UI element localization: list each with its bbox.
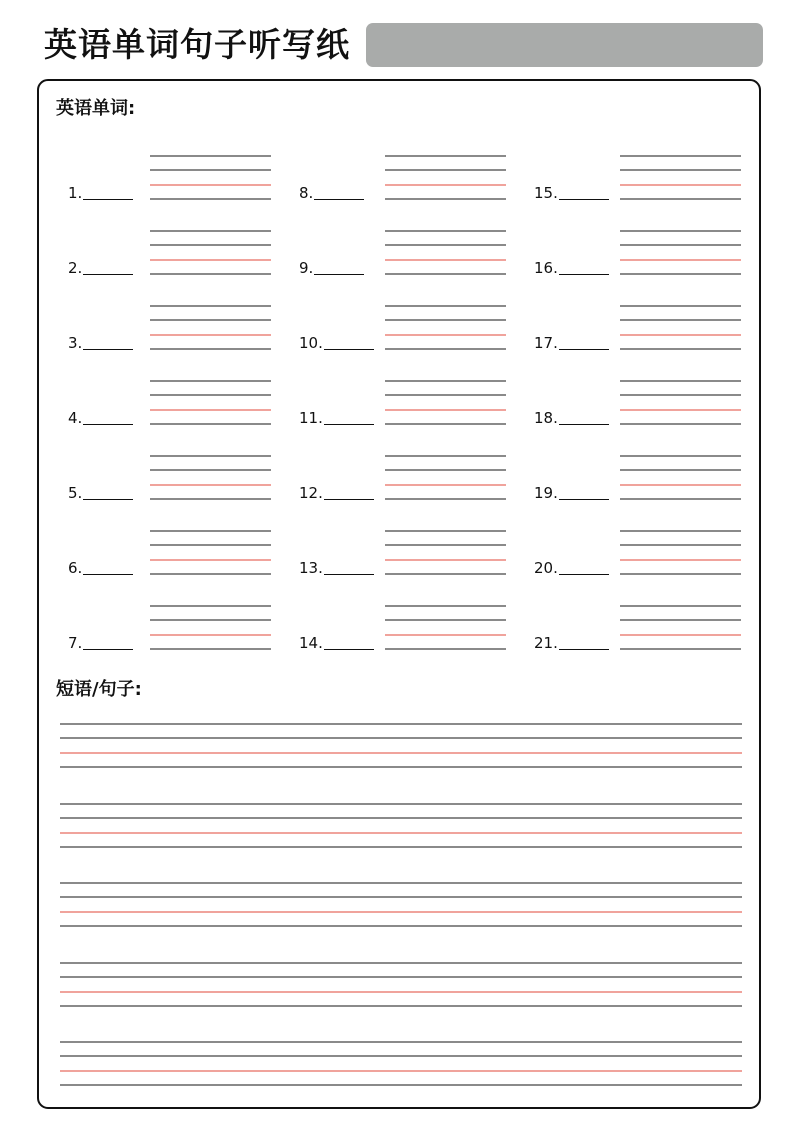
word-blank-line[interactable]: [324, 499, 374, 500]
word-blank-line[interactable]: [83, 349, 133, 350]
word-item: [299, 400, 369, 427]
word-blank-line[interactable]: [559, 274, 609, 275]
word-writing-guide[interactable]: [385, 155, 506, 201]
red-guide-line: [150, 559, 271, 561]
grey-guide-line: [60, 1055, 742, 1057]
grey-guide-line: [620, 380, 741, 382]
word-writing-guide[interactable]: [620, 455, 741, 501]
word-number: 16.: [534, 259, 558, 277]
grey-guide-line: [620, 169, 741, 171]
word-writing-guide[interactable]: [620, 530, 741, 576]
red-guide-line: [385, 409, 506, 411]
word-blank-line[interactable]: [83, 574, 133, 575]
red-guide-line: [60, 1070, 742, 1072]
grey-guide-line: [620, 155, 741, 157]
grey-guide-line: [150, 155, 271, 157]
word-item: [68, 175, 138, 202]
grey-guide-line: [150, 198, 271, 200]
grey-guide-line: [150, 230, 271, 232]
grey-guide-line: [150, 169, 271, 171]
word-writing-guide[interactable]: [385, 230, 506, 276]
red-guide-line: [150, 184, 271, 186]
grey-guide-line: [60, 766, 742, 768]
word-number: 10.: [299, 334, 323, 352]
grey-guide-line: [385, 530, 506, 532]
word-blank-line[interactable]: [324, 349, 374, 350]
word-writing-guide[interactable]: [620, 605, 741, 651]
red-guide-line: [385, 559, 506, 561]
words-section-label: 英语单词:: [56, 98, 136, 119]
grey-guide-line: [620, 244, 741, 246]
word-number: 9.: [299, 259, 314, 277]
phrases-section-label: 短语/句子:: [56, 679, 142, 700]
grey-guide-line: [620, 423, 741, 425]
grey-guide-line: [60, 737, 742, 739]
grey-guide-line: [385, 619, 506, 621]
word-blank-line[interactable]: [559, 574, 609, 575]
grey-guide-line: [385, 455, 506, 457]
grey-guide-line: [620, 648, 741, 650]
word-writing-guide[interactable]: [150, 305, 271, 351]
grey-guide-line: [385, 573, 506, 575]
word-number: 2.: [68, 259, 83, 277]
red-guide-line: [60, 752, 742, 754]
word-number: 1.: [68, 184, 83, 202]
word-item: [68, 550, 138, 577]
word-number: 19.: [534, 484, 558, 502]
grey-guide-line: [385, 198, 506, 200]
grey-guide-line: [150, 423, 271, 425]
word-item: [68, 325, 138, 352]
grey-guide-line: [60, 896, 742, 898]
word-writing-guide[interactable]: [620, 230, 741, 276]
word-item: [534, 250, 604, 277]
grey-guide-line: [60, 962, 742, 964]
red-guide-line: [620, 259, 741, 261]
word-item: [299, 325, 369, 352]
grey-guide-line: [385, 423, 506, 425]
word-blank-line[interactable]: [83, 424, 133, 425]
grey-guide-line: [60, 723, 742, 725]
grey-guide-line: [150, 530, 271, 532]
word-blank-line[interactable]: [559, 499, 609, 500]
grey-guide-line: [620, 605, 741, 607]
phrase-writing-guide[interactable]: [60, 723, 742, 769]
word-writing-guide[interactable]: [385, 455, 506, 501]
phrase-writing-guide[interactable]: [60, 1041, 742, 1087]
red-guide-line: [385, 259, 506, 261]
grey-guide-line: [620, 230, 741, 232]
grey-guide-line: [385, 394, 506, 396]
title-bar-decoration: [366, 23, 763, 67]
word-blank-line[interactable]: [83, 199, 133, 200]
word-writing-guide[interactable]: [620, 380, 741, 426]
grey-guide-line: [60, 976, 742, 978]
red-guide-line: [60, 911, 742, 913]
red-guide-line: [150, 334, 271, 336]
word-writing-guide[interactable]: [150, 455, 271, 501]
word-number: 14.: [299, 634, 323, 652]
word-blank-line[interactable]: [324, 574, 374, 575]
grey-guide-line: [385, 348, 506, 350]
word-writing-guide[interactable]: [150, 380, 271, 426]
word-number: 21.: [534, 634, 558, 652]
grey-guide-line: [385, 319, 506, 321]
word-number: 12.: [299, 484, 323, 502]
red-guide-line: [150, 259, 271, 261]
grey-guide-line: [60, 817, 742, 819]
word-item: [68, 250, 138, 277]
grey-guide-line: [620, 530, 741, 532]
grey-guide-line: [385, 544, 506, 546]
word-blank-line[interactable]: [314, 274, 364, 275]
page-title: 英语单词句子听写纸: [44, 25, 350, 64]
word-writing-guide[interactable]: [150, 530, 271, 576]
red-guide-line: [150, 409, 271, 411]
word-number: 17.: [534, 334, 558, 352]
grey-guide-line: [385, 155, 506, 157]
red-guide-line: [385, 334, 506, 336]
phrase-writing-guide[interactable]: [60, 962, 742, 1008]
red-guide-line: [620, 184, 741, 186]
grey-guide-line: [150, 394, 271, 396]
word-writing-guide[interactable]: [150, 605, 271, 651]
grey-guide-line: [150, 244, 271, 246]
grey-guide-line: [620, 273, 741, 275]
grey-guide-line: [385, 244, 506, 246]
grey-guide-line: [620, 619, 741, 621]
grey-guide-line: [620, 498, 741, 500]
word-item: [299, 250, 369, 277]
grey-guide-line: [385, 469, 506, 471]
word-item: [534, 550, 604, 577]
word-writing-guide[interactable]: [385, 530, 506, 576]
grey-guide-line: [60, 1084, 742, 1086]
word-writing-guide[interactable]: [385, 380, 506, 426]
grey-guide-line: [620, 455, 741, 457]
word-number: 7.: [68, 634, 83, 652]
word-blank-line[interactable]: [83, 499, 133, 500]
grey-guide-line: [385, 230, 506, 232]
word-number: 20.: [534, 559, 558, 577]
word-writing-guide[interactable]: [620, 155, 741, 201]
word-blank-line[interactable]: [83, 649, 133, 650]
word-blank-line[interactable]: [324, 424, 374, 425]
grey-guide-line: [150, 619, 271, 621]
word-item: [534, 175, 604, 202]
grey-guide-line: [620, 319, 741, 321]
red-guide-line: [150, 484, 271, 486]
phrase-writing-guide[interactable]: [60, 882, 742, 928]
grey-guide-line: [620, 469, 741, 471]
word-number: 8.: [299, 184, 314, 202]
word-number: 11.: [299, 409, 323, 427]
word-item: [299, 475, 369, 502]
word-item: [68, 625, 138, 652]
word-item: [534, 475, 604, 502]
word-blank-line[interactable]: [559, 349, 609, 350]
word-blank-line[interactable]: [314, 199, 364, 200]
grey-guide-line: [150, 380, 271, 382]
word-writing-guide[interactable]: [150, 230, 271, 276]
grey-guide-line: [60, 846, 742, 848]
word-writing-guide[interactable]: [385, 605, 506, 651]
red-guide-line: [385, 634, 506, 636]
word-number: 13.: [299, 559, 323, 577]
word-blank-line[interactable]: [559, 649, 609, 650]
word-blank-line[interactable]: [324, 649, 374, 650]
phrase-writing-guide[interactable]: [60, 803, 742, 849]
red-guide-line: [620, 634, 741, 636]
word-blank-line[interactable]: [83, 274, 133, 275]
word-item: [299, 175, 369, 202]
word-number: 6.: [68, 559, 83, 577]
grey-guide-line: [385, 648, 506, 650]
grey-guide-line: [620, 573, 741, 575]
red-guide-line: [620, 559, 741, 561]
grey-guide-line: [150, 605, 271, 607]
grey-guide-line: [620, 198, 741, 200]
word-number: 5.: [68, 484, 83, 502]
grey-guide-line: [150, 544, 271, 546]
grey-guide-line: [385, 380, 506, 382]
word-item: [68, 400, 138, 427]
grey-guide-line: [60, 1041, 742, 1043]
grey-guide-line: [150, 469, 271, 471]
red-guide-line: [150, 634, 271, 636]
grey-guide-line: [150, 348, 271, 350]
grey-guide-line: [385, 305, 506, 307]
grey-guide-line: [60, 803, 742, 805]
grey-guide-line: [385, 605, 506, 607]
word-item: [534, 625, 604, 652]
red-guide-line: [385, 484, 506, 486]
grey-guide-line: [385, 273, 506, 275]
word-writing-guide[interactable]: [150, 155, 271, 201]
grey-guide-line: [150, 273, 271, 275]
word-number: 18.: [534, 409, 558, 427]
word-item: [534, 325, 604, 352]
word-writing-guide[interactable]: [620, 305, 741, 351]
grey-guide-line: [150, 648, 271, 650]
grey-guide-line: [150, 573, 271, 575]
grey-guide-line: [60, 925, 742, 927]
red-guide-line: [60, 991, 742, 993]
word-writing-guide[interactable]: [385, 305, 506, 351]
word-blank-line[interactable]: [559, 199, 609, 200]
word-item: [68, 475, 138, 502]
red-guide-line: [620, 334, 741, 336]
word-item: [534, 400, 604, 427]
red-guide-line: [60, 832, 742, 834]
grey-guide-line: [150, 498, 271, 500]
grey-guide-line: [620, 348, 741, 350]
grey-guide-line: [620, 305, 741, 307]
red-guide-line: [620, 409, 741, 411]
grey-guide-line: [150, 455, 271, 457]
grey-guide-line: [620, 544, 741, 546]
word-number: 4.: [68, 409, 83, 427]
grey-guide-line: [385, 169, 506, 171]
grey-guide-line: [150, 305, 271, 307]
word-item: [299, 550, 369, 577]
grey-guide-line: [150, 319, 271, 321]
word-blank-line[interactable]: [559, 424, 609, 425]
word-number: 15.: [534, 184, 558, 202]
grey-guide-line: [385, 498, 506, 500]
grey-guide-line: [620, 394, 741, 396]
grey-guide-line: [60, 1005, 742, 1007]
red-guide-line: [385, 184, 506, 186]
word-number: 3.: [68, 334, 83, 352]
grey-guide-line: [60, 882, 742, 884]
word-item: [299, 625, 369, 652]
red-guide-line: [620, 484, 741, 486]
